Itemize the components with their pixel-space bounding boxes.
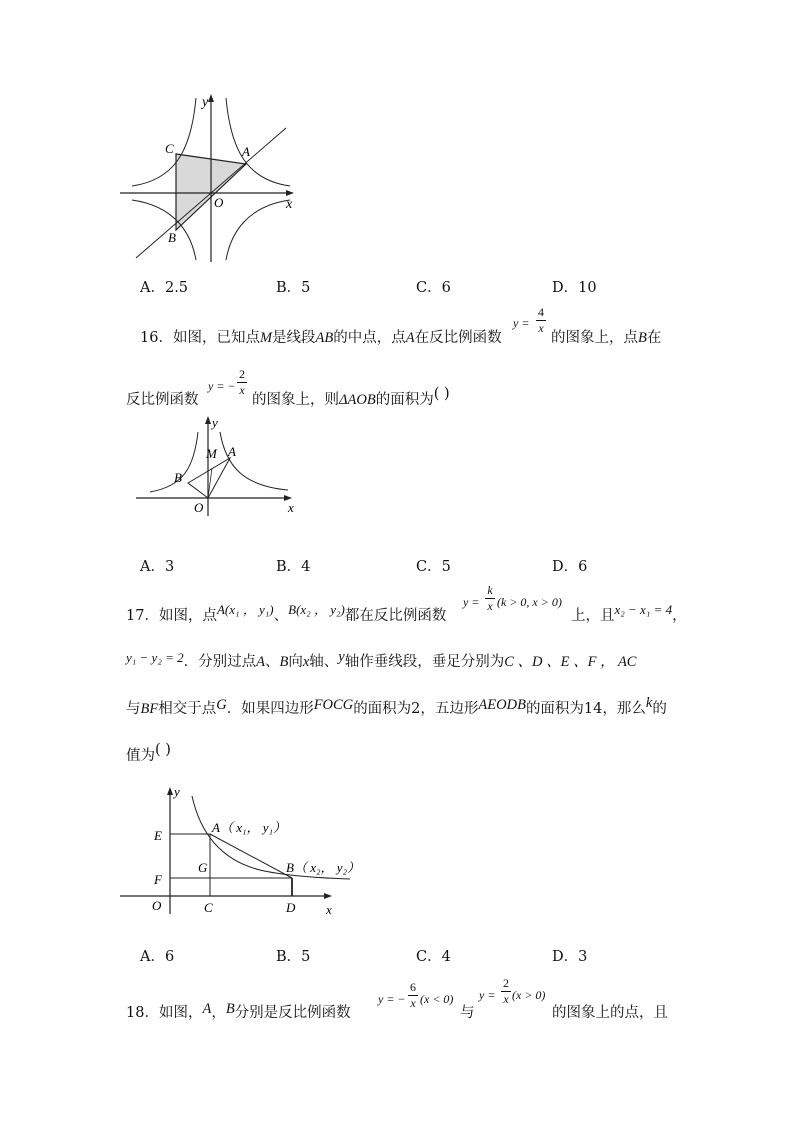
q16-line1-tail: 的图象上，点B在	[551, 330, 662, 346]
label-g: G	[198, 860, 208, 875]
label-d: D	[286, 900, 296, 915]
q15-option-b[interactable]: B．5	[276, 280, 311, 296]
q16-func1-frac: 4 x	[538, 305, 544, 335]
label-o: O	[214, 195, 224, 210]
q18-f2-cond: (x > 0)	[512, 988, 546, 1002]
q18-f1-lhs: y = −	[378, 992, 406, 1006]
q17-option-c[interactable]: C．4	[416, 949, 451, 965]
label-x: x	[286, 197, 293, 212]
label-x: x	[288, 500, 294, 515]
q16-option-b[interactable]: B．4	[276, 559, 311, 575]
q17-line4: 值为( )	[126, 742, 171, 764]
q18-yu: 与	[460, 1005, 475, 1021]
label-b: B（ x₂， y₂）	[286, 860, 361, 875]
label-c: C	[165, 141, 174, 156]
q16-option-d[interactable]: D．6	[552, 559, 588, 575]
q17-option-d[interactable]: D．3	[552, 949, 588, 965]
q17-func-lhs: y =	[463, 595, 480, 609]
label-m: M	[206, 446, 217, 461]
hyperbola-bottom-right	[226, 200, 290, 260]
q17-option-b[interactable]: B．5	[276, 949, 311, 965]
label-y: y	[174, 784, 180, 799]
q16-func1-lhs: y =	[513, 316, 530, 330]
q18-line1-post: 的图象上的点，且	[552, 1005, 668, 1021]
x-axis-arrow	[286, 190, 294, 196]
q18-f2-lhs: y =	[479, 988, 496, 1002]
q15-option-d[interactable]: D．10	[552, 280, 597, 296]
hyperbola-right	[220, 432, 288, 490]
q18-f2-frac: 2 x	[503, 976, 509, 1006]
q16-line1: 16．如图，已知点M是线段AB的中点，点A在反比例函数	[140, 330, 502, 346]
q16-line2-tail: 的图象上，则ΔAOB的面积为( )	[252, 386, 450, 408]
q18-f1-frac: 6 x	[410, 980, 416, 1010]
segment-ab	[210, 834, 292, 878]
q17-line1-tail: 上，且x₂ − x₁ = 4，	[571, 602, 687, 624]
label-b: B	[168, 230, 176, 245]
q15-option-a[interactable]: A．2.5	[140, 280, 189, 296]
label-y: y	[212, 415, 218, 430]
label-b: B	[174, 470, 182, 485]
label-a: A	[242, 144, 250, 159]
label-f: F	[154, 872, 162, 887]
label-a: A	[228, 444, 236, 459]
label-x: x	[326, 902, 332, 917]
q17-func-frac: k x	[485, 584, 495, 613]
q17-line3: 与BF相交于点G．如果四边形FOCG的面积为2，五边形AEODB的面积为14，那么k的	[126, 695, 667, 717]
q16-func2-lhs: y = −	[208, 379, 236, 393]
q18-line1-pre: 18．如图，A，B分别是反比例函数	[126, 1001, 351, 1021]
q18-f1-cond: (x < 0)	[420, 992, 454, 1006]
label-o: O	[194, 500, 204, 515]
q16-line2-pre: 反比例函数	[126, 392, 199, 408]
figure-q15	[118, 92, 303, 264]
label-a: A（ x₁， y₁）	[212, 820, 287, 835]
figure-q16	[134, 412, 304, 518]
label-y: y	[202, 95, 209, 110]
q17-func-cond: (k > 0, x > 0)	[497, 595, 562, 609]
q17-option-a[interactable]: A．6	[140, 949, 175, 965]
y-axis-arrow	[208, 94, 214, 102]
q16-func2-frac: 2 x	[239, 367, 245, 397]
label-c: C	[204, 900, 213, 915]
label-e: E	[154, 828, 162, 843]
y-axis-arrow	[167, 787, 173, 795]
q15-option-c[interactable]: C．6	[416, 280, 451, 296]
y-axis-arrow	[205, 416, 211, 424]
x-axis-arrow	[324, 893, 332, 899]
q17-line2: y₁ − y₂ = 2．分别过点A、B向x轴、y轴作垂线段，垂足分别为C 、D 、E 、F ， AC	[126, 649, 637, 670]
label-o: O	[152, 898, 162, 913]
figure-q17	[120, 782, 370, 920]
q16-option-a[interactable]: A．3	[140, 559, 175, 575]
q16-option-c[interactable]: C．5	[416, 559, 451, 575]
q17-line1: 17．如图，点A(x₁ ， y₁)、B(x₂ ， y₂)都在反比例函数	[126, 602, 447, 624]
